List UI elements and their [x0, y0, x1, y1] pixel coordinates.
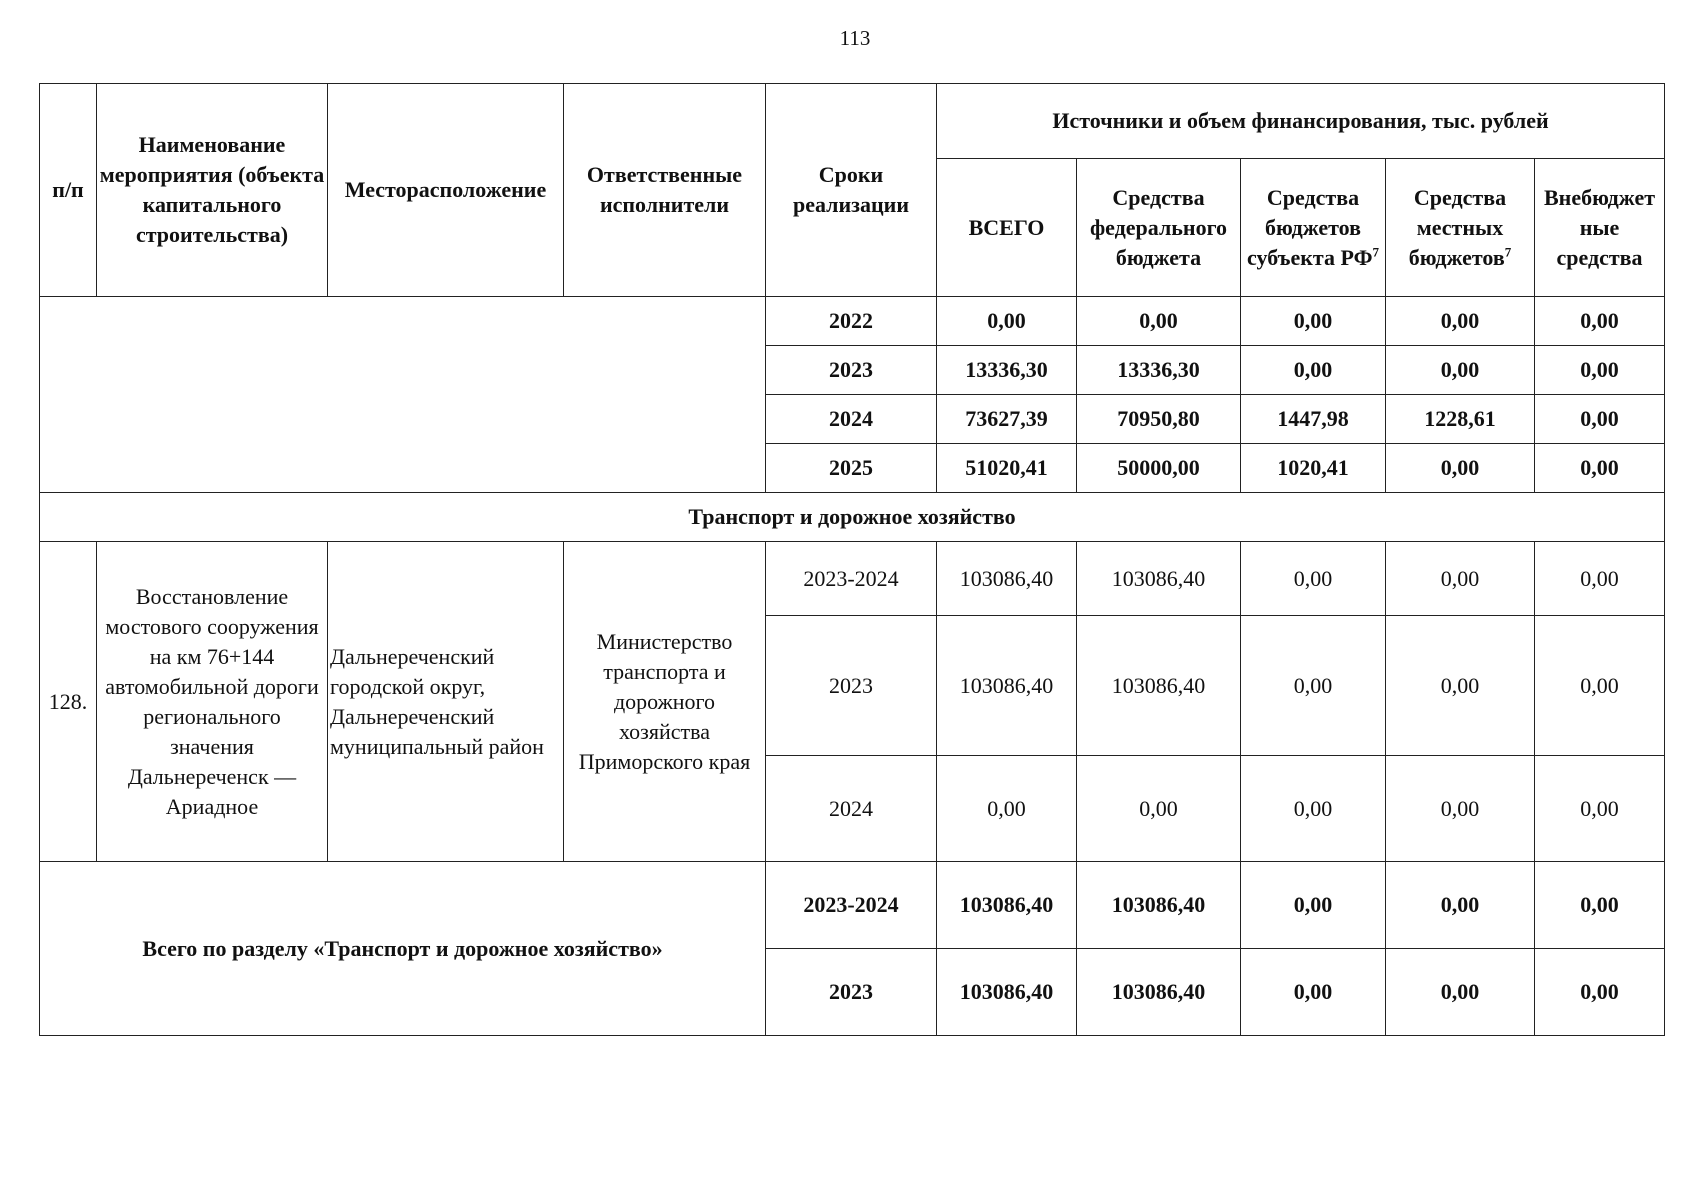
subject-cell: 1447,98: [1241, 395, 1386, 444]
header-total: ВСЕГО: [937, 159, 1077, 297]
total-cell: 103086,40: [937, 949, 1077, 1036]
federal-cell: 50000,00: [1077, 444, 1241, 493]
year-cell: 2024: [766, 756, 937, 862]
local-cell: 1228,61: [1386, 395, 1535, 444]
subject-cell: 0,00: [1241, 297, 1386, 346]
header-subject: [1241, 159, 1386, 297]
extra-cell: 0,00: [1535, 444, 1665, 493]
year-cell: 2023-2024: [766, 862, 937, 949]
header-row-1: [40, 84, 1665, 159]
item-location: Дальнереченский городской округ, Дальнереченский муниципальный район: [328, 542, 564, 862]
total-cell: 73627,39: [937, 395, 1077, 444]
section-row: [40, 493, 1665, 542]
federal-cell: 13336,30: [1077, 346, 1241, 395]
year-cell: 2023: [766, 949, 937, 1036]
federal-cell: 103086,40: [1077, 616, 1241, 756]
header-num: п/п: [40, 84, 97, 297]
total-cell: 103086,40: [937, 862, 1077, 949]
subject-cell: 0,00: [1241, 542, 1386, 616]
subject-cell: 0,00: [1241, 616, 1386, 756]
local-cell: 0,00: [1386, 297, 1535, 346]
subject-cell: 0,00: [1241, 862, 1386, 949]
header-local-footnote: 7: [1504, 244, 1512, 260]
page-number: 113: [839, 26, 871, 50]
header-extra: Внебюджет ные средства: [1535, 159, 1665, 297]
federal-cell: 103086,40: [1077, 862, 1241, 949]
year-cell: 2023-2024: [766, 542, 937, 616]
header-federal: Средства федерального бюджета: [1077, 159, 1241, 297]
header-name: Наименование мероприятия (объекта капитального строительства): [97, 84, 328, 297]
year-cell: 2023: [766, 346, 937, 395]
extra-cell: 0,00: [1535, 616, 1665, 756]
item-number: 128.: [40, 542, 97, 862]
total-cell: 103086,40: [937, 616, 1077, 756]
year-cell: 2022: [766, 297, 937, 346]
extra-cell: 0,00: [1535, 862, 1665, 949]
table-row: [40, 542, 1665, 616]
local-cell: 0,00: [1386, 542, 1535, 616]
extra-cell: 0,00: [1535, 542, 1665, 616]
header-responsible: Ответственные исполнители: [564, 84, 766, 297]
item-responsible: Министерство транспорта и дорожного хозяйства Приморского края: [564, 542, 766, 862]
federal-cell: 0,00: [1077, 756, 1241, 862]
year-cell: 2024: [766, 395, 937, 444]
section-total-label: Всего по разделу «Транспорт и дорожное хозяйство»: [40, 862, 766, 1036]
subject-cell: 0,00: [1241, 346, 1386, 395]
federal-cell: 103086,40: [1077, 542, 1241, 616]
federal-cell: 0,00: [1077, 297, 1241, 346]
total-cell: 13336,30: [937, 346, 1077, 395]
blank-merged-cell: [40, 297, 766, 493]
header-location: Месторасположение: [328, 84, 564, 297]
extra-cell: 0,00: [1535, 756, 1665, 862]
local-cell: 0,00: [1386, 862, 1535, 949]
extra-cell: 0,00: [1535, 395, 1665, 444]
subject-cell: 0,00: [1241, 949, 1386, 1036]
total-cell: 0,00: [937, 756, 1077, 862]
section-title: Транспорт и дорожное хозяйство: [40, 493, 1665, 542]
total-cell: 103086,40: [937, 542, 1077, 616]
extra-cell: 0,00: [1535, 949, 1665, 1036]
year-cell: 2025: [766, 444, 937, 493]
local-cell: 0,00: [1386, 756, 1535, 862]
total-cell: 0,00: [937, 297, 1077, 346]
financing-table: [39, 83, 1665, 1036]
federal-cell: 103086,40: [1077, 949, 1241, 1036]
federal-cell: 70950,80: [1077, 395, 1241, 444]
year-cell: 2023: [766, 616, 937, 756]
subject-cell: 0,00: [1241, 756, 1386, 862]
subject-cell: 1020,41: [1241, 444, 1386, 493]
item-name: Восстановление мостового сооружения на км 76+144 автомобильной дороги регионального значения Дальнереченск — Ариадное: [97, 542, 328, 862]
header-local-text: Средства местных бюджетов: [1408, 184, 1507, 270]
table-row: [40, 297, 1665, 346]
local-cell: 0,00: [1386, 346, 1535, 395]
header-sources-group: Источники и объем финансирования, тыс. рублей: [937, 84, 1665, 159]
extra-cell: 0,00: [1535, 346, 1665, 395]
header-terms: Сроки реализации: [766, 84, 937, 297]
local-cell: 0,00: [1386, 444, 1535, 493]
table-row: [40, 862, 1665, 949]
header-local: [1386, 159, 1535, 297]
header-subject-text: Средства бюджетов субъекта РФ: [1247, 184, 1373, 270]
extra-cell: 0,00: [1535, 297, 1665, 346]
local-cell: 0,00: [1386, 616, 1535, 756]
local-cell: 0,00: [1386, 949, 1535, 1036]
header-subject-footnote: 7: [1372, 244, 1379, 260]
total-cell: 51020,41: [937, 444, 1077, 493]
